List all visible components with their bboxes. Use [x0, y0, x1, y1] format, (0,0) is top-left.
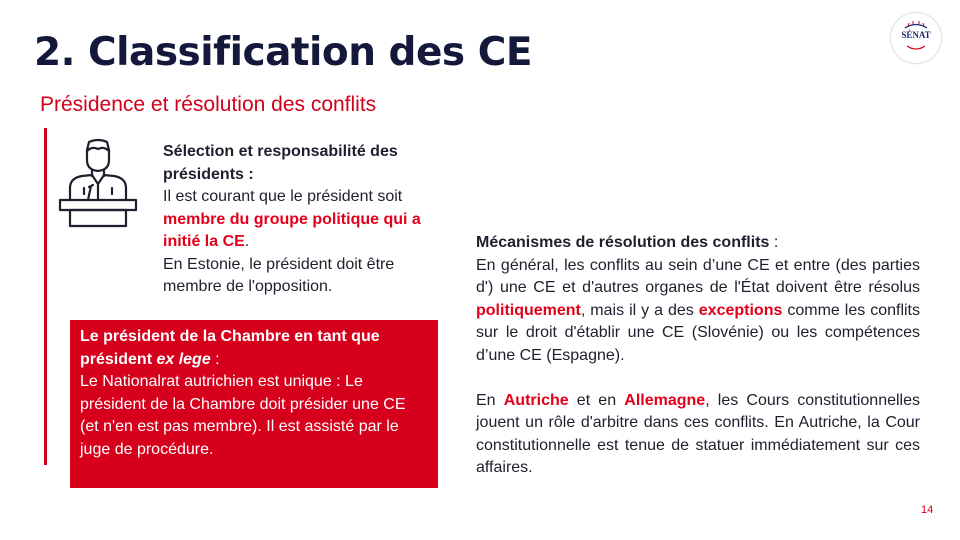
- red-box-heading-colon: :: [210, 350, 220, 368]
- mechanisms-heading-colon: :: [769, 234, 779, 251]
- selection-p1-suffix: .: [244, 233, 250, 250]
- page-number: 14: [921, 504, 934, 516]
- red-box-body: Le Nationalrat autrichien est unique : Le président de la Chambre doit présider une CE (et n'en est pas membre). Il est assisté par le juge de procédure.: [80, 373, 406, 458]
- accent-rule: [44, 128, 47, 465]
- senat-logo: [890, 12, 942, 64]
- mech-p2-a: En: [476, 391, 504, 409]
- selection-heading: Sélection et responsabilité des présidents :: [163, 143, 398, 183]
- mechanisms-paragraph-1: [476, 255, 920, 368]
- selection-p1-highlight: membre du groupe politique qui a initié la CE: [163, 210, 421, 250]
- mechanisms-heading-line: [476, 232, 920, 255]
- slide-title: 2. Classification des CE: [34, 30, 532, 75]
- mech-p1-highlight-1: politiquement: [476, 301, 581, 319]
- mechanisms-paragraph-2: [476, 390, 920, 480]
- selection-paragraph-2: En Estonie, le président doit être membre de l'opposition.: [163, 255, 395, 295]
- selection-paragraph-1: [163, 186, 453, 254]
- mechanisms-heading: Mécanismes de résolution des conflits: [476, 234, 770, 251]
- red-box-heading: [80, 326, 428, 371]
- slide-subtitle: Présidence et résolution des conflits: [40, 93, 377, 116]
- podium-speaker-icon: [58, 138, 138, 228]
- mech-p1-a: En général, les conflits au sein d’une CE et entre (des parties d') une CE et d'autres organes de l'État doivent être résolus: [476, 256, 920, 296]
- mechanisms-section: [476, 232, 920, 480]
- mech-p2-b: et en: [568, 391, 625, 409]
- mech-p1-c: comme les conflits sur le droit d'établir une CE (Slovénie) ou les compétences d’une CE (Espagne).: [476, 301, 921, 364]
- logo-text: SÉNAT: [901, 30, 931, 40]
- mech-p2-highlight-2: Allemagne: [624, 391, 706, 409]
- mech-p1-b: , mais il y a des: [580, 301, 699, 319]
- chamber-president-box: [70, 320, 438, 488]
- mech-p2-highlight-1: Autriche: [503, 391, 569, 409]
- mech-p2-c: , les Cours constitutionnelles jouent un rôle d'arbitre dans ces conflits. En Autriche, la Cour constitutionnelle est tenue de statuer immédiatement sur ces affaires.: [476, 391, 921, 476]
- selection-p1-prefix: Il est courant que le président soit: [163, 188, 403, 205]
- red-box-heading-text: Le président de la Chambre en tant que président: [80, 328, 380, 368]
- mech-p1-highlight-2: exceptions: [698, 301, 783, 319]
- red-box-heading-italic: ex lege: [156, 350, 211, 368]
- selection-section: [163, 141, 453, 299]
